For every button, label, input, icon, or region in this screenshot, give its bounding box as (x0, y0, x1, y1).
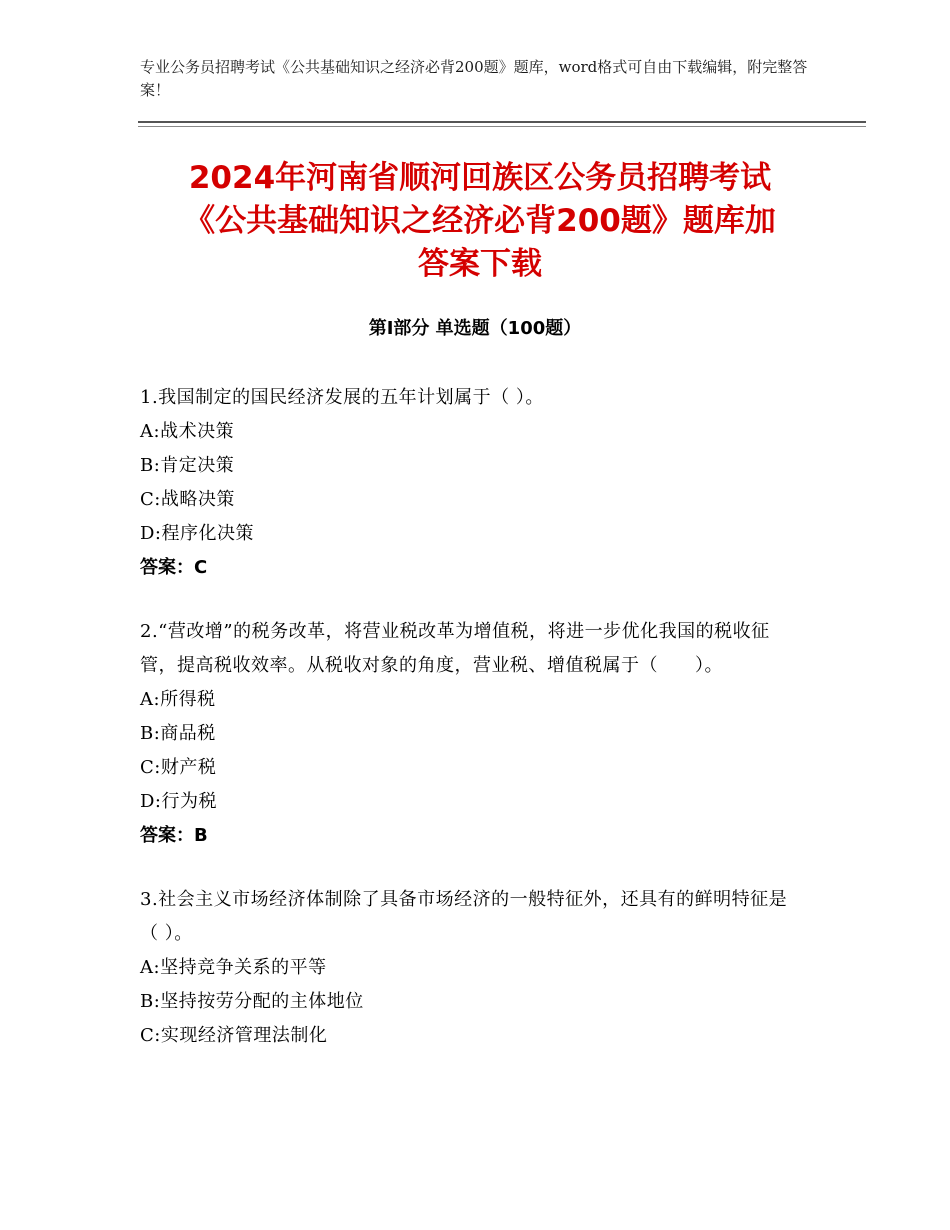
question-stem: 2.“营改增”的税务改革，将营业税改革为增值税，将进一步优化我国的税收征管，提高税收效率。从税收对象的角度，营业税、增值税属于（ ）。 (140, 621, 770, 676)
option-b: B:商品税 (140, 723, 216, 744)
header-divider-thin (138, 126, 866, 127)
section-heading: 第Ⅰ部分 单选题（100题） (368, 318, 582, 339)
option-b: B:坚持按劳分配的主体地位 (140, 991, 364, 1012)
option-d: D:行为税 (140, 791, 217, 812)
answer-line: 答案：B (140, 825, 208, 846)
question-item (140, 883, 805, 1053)
title-line: 《公共基础知识之经济必背200题》题库加 (184, 203, 776, 239)
question-list (140, 381, 805, 1083)
option-a: A:所得税 (140, 689, 216, 710)
option-a: A:战术决策 (140, 421, 235, 442)
option-c: C:战略决策 (140, 489, 235, 510)
document-title (120, 157, 840, 286)
question-stem: 3.社会主义市场经济体制除了具备市场经济的一般特征外，还具有的鲜明特征是（ ）。 (140, 889, 788, 944)
option-c: C:实现经济管理法制化 (140, 1025, 328, 1046)
option-d: D:程序化决策 (140, 523, 254, 544)
header-divider-thick (138, 121, 866, 123)
answer-line: 答案：C (140, 557, 208, 578)
question-item (140, 615, 805, 853)
header-note: 专业公务员招聘考试《公共基础知识之经济必背200题》题库，word格式可自由下载编辑，附完整答案！ (140, 58, 808, 99)
question-stem: 1.我国制定的国民经济发展的五年计划属于（ ）。 (140, 387, 544, 408)
title-line: 答案下载 (418, 246, 542, 282)
option-a: A:坚持竞争关系的平等 (140, 957, 327, 978)
question-item (140, 381, 805, 585)
option-c: C:财产税 (140, 757, 217, 778)
title-line: 2024年河南省顺河回族区公务员招聘考试 (188, 160, 772, 196)
option-b: B:肯定决策 (140, 455, 235, 476)
